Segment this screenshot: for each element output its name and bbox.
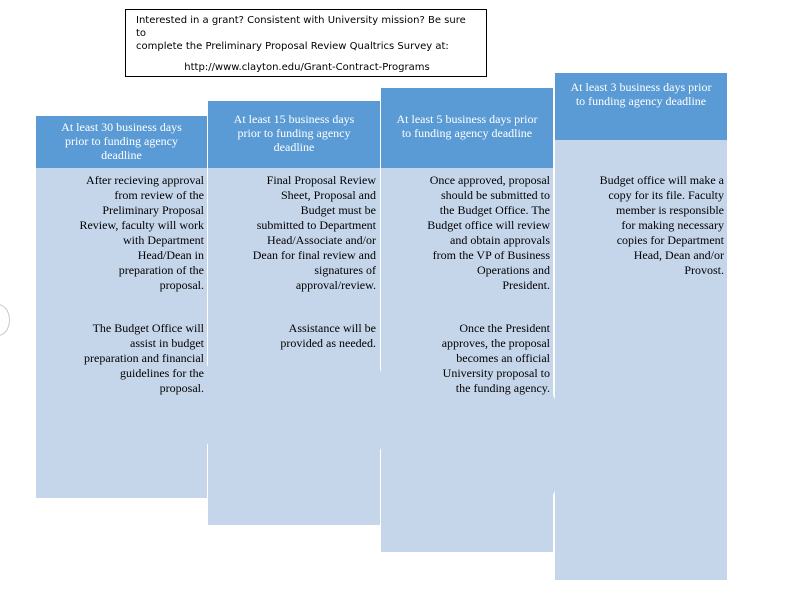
step-3-header-text: At least 5 business days prior to funding agency deadline <box>396 112 538 140</box>
step-1-header <box>36 116 207 168</box>
step-3-header <box>381 88 553 168</box>
notice-line-2: complete the Preliminary Proposal Review Qualtrics Survey at: <box>136 41 449 52</box>
step-2-header <box>208 101 380 168</box>
step-2-paragraph-2: Assistance will be provided as needed. <box>280 321 376 350</box>
step-4-paragraph-1: Budget office will make a copy for its file. Faculty member is responsible for making necessary copies for Department Head, Dean and/or Provost. <box>599 173 724 277</box>
step-2-paragraph-1: Final Proposal Review Sheet, Proposal and Budget must be submitted to Department Head/Associate and/or Dean for final review and signatures of approval/review. <box>252 173 376 292</box>
step-1-paragraph-2: The Budget Office will assist in budget preparation and financial guidelines for the proposal. <box>84 321 204 395</box>
step-1-header-text: At least 30 business days prior to funding agency deadline <box>61 120 182 162</box>
step-3-paragraph-2: Once the President approves, the proposal becomes an official University proposal to the funding agency. <box>441 321 550 395</box>
step-4-header-text: At least 3 business days prior to funding agency deadline <box>570 80 712 108</box>
notice-line-1: Interested in a grant? Consistent with University mission? Be sure to <box>136 15 466 39</box>
survey-url-link[interactable]: http://www.clayton.edu/Grant-Contract-Programs <box>184 62 430 73</box>
step-3-paragraph-1: Once approved, proposal should be submitted to the Budget Office. The Budget office will review and obtain approvals from the VP of Business Operations and President. <box>427 173 550 292</box>
step-2-header-text: At least 15 business days prior to funding agency deadline <box>233 112 355 154</box>
step-1-paragraph-1: After recieving approval from review of the Preliminary Proposal Review, faculty will work with Department Head/Dean in preparation of the proposal. <box>79 173 204 292</box>
step-4-header <box>555 73 727 140</box>
